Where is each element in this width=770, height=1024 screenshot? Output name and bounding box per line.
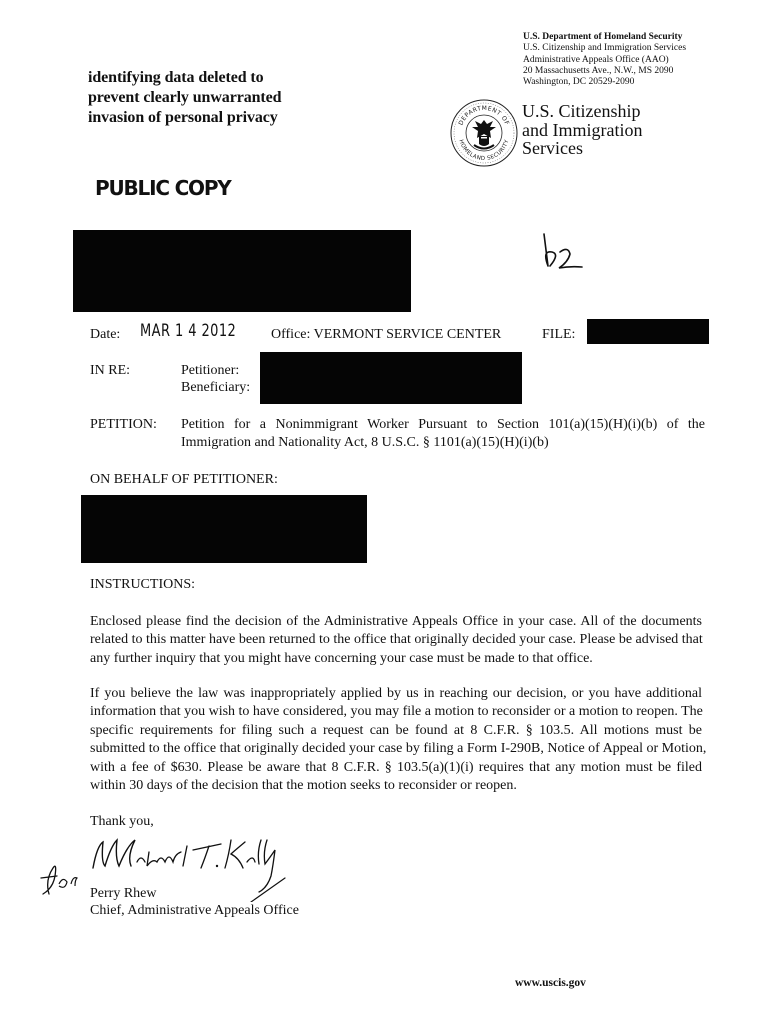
department-name: U.S. Department of Homeland Security [523,32,683,42]
instructions-paragraph-2 [90,685,707,795]
in-re-label: IN RE: [90,363,131,378]
privacy-stamp-line: identifying data deleted to [88,69,264,86]
paragraph-line: with a fee of $630. Please be aware that 8 C.F.R. § 103.5(a)(1)(i) requires that any motion must be filed [90,759,702,775]
redaction-block [73,230,411,312]
agency-line: U.S. Citizenship and Immigration Services [523,43,687,54]
paragraph-line: Enclosed please find the decision of the Administrative Appeals Office in your case. All of the documents [90,614,702,629]
file-label: FILE: [542,327,576,342]
petition-description [181,416,705,452]
svg-text:HOMELAND SECURITY: HOMELAND SECURITY [457,138,511,163]
petition-label: PETITION: [90,417,157,432]
agency-line: Washington, DC 20529-2090 [523,77,635,88]
agency-address-block [523,32,686,88]
public-copy-stamp: PUBLIC COPY [95,176,231,200]
paragraph-line: information that you wish to have considered, you may file a motion to reconsider or a motion to reopen. The [90,704,703,720]
office-label: Office: VERMONT SERVICE CENTER [271,327,502,342]
agency-name [522,102,642,158]
redaction-block [587,319,709,344]
handwritten-b2-mark [538,228,590,274]
handwritten-signature [35,832,295,902]
paragraph-line: related to this matter have been returned to the office that originally decided your case. Please be advised that [90,632,703,648]
paragraph-line: If you believe the law was inappropriately applied by us in reaching our decision, or you have additional [90,686,702,701]
website-url: www.uscis.gov [515,977,586,989]
agency-line: 20 Massachusetts Ave., N.W., MS 2090 [523,65,674,76]
privacy-stamp-line: prevent clearly unwarranted [88,89,282,106]
beneficiary-label: Beneficiary: [181,380,251,395]
paragraph-line: any further inquiry that you might have concerning your case must be made to that office. [90,650,593,666]
on-behalf-label: ON BEHALF OF PETITIONER: [90,472,278,487]
petition-line: Immigration and Nationality Act, 8 U.S.C. § 1101(a)(15)(H)(i)(b) [181,435,549,450]
date-stamp: MAR 1 4 2012 [140,321,237,341]
signer-name: Perry Rhew [90,886,157,901]
privacy-stamp-line: invasion of personal privacy [88,109,278,126]
date-label: Date: [90,327,121,342]
petitioner-label: Petitioner: [181,363,240,378]
closing: Thank you, [90,814,154,829]
agency-name-line: Services [522,138,583,158]
instructions-paragraph-1 [90,613,702,668]
dhs-seal-icon [449,98,519,168]
petition-line: Petition for a Nonimmigrant Worker Pursuant to Section 101(a)(15)(H)(i)(b) of the [181,417,705,432]
agency-name-line: and Immigration [522,119,643,140]
svg-text:DEPARTMENT OF: DEPARTMENT OF [457,104,511,127]
privacy-stamp [88,68,348,128]
paragraph-line: within 30 days of the decision that the motion seeks to reconsider or reopen. [90,778,517,794]
redaction-block [260,352,522,404]
agency-name-line: U.S. Citizenship [522,101,641,121]
agency-line: Administrative Appeals Office (AAO) [523,54,669,65]
paragraph-line: specific requirements for filing such a request can be found at 8 C.F.R. § 103.5. All motions must be [90,722,702,738]
redaction-block [81,495,367,563]
signer-title: Chief, Administrative Appeals Office [90,903,299,918]
instructions-label: INSTRUCTIONS: [90,577,196,592]
paragraph-line: submitted to the office that originally decided your case by filing a Form I-290B, Notice of Appeal or Motion, [90,741,707,757]
